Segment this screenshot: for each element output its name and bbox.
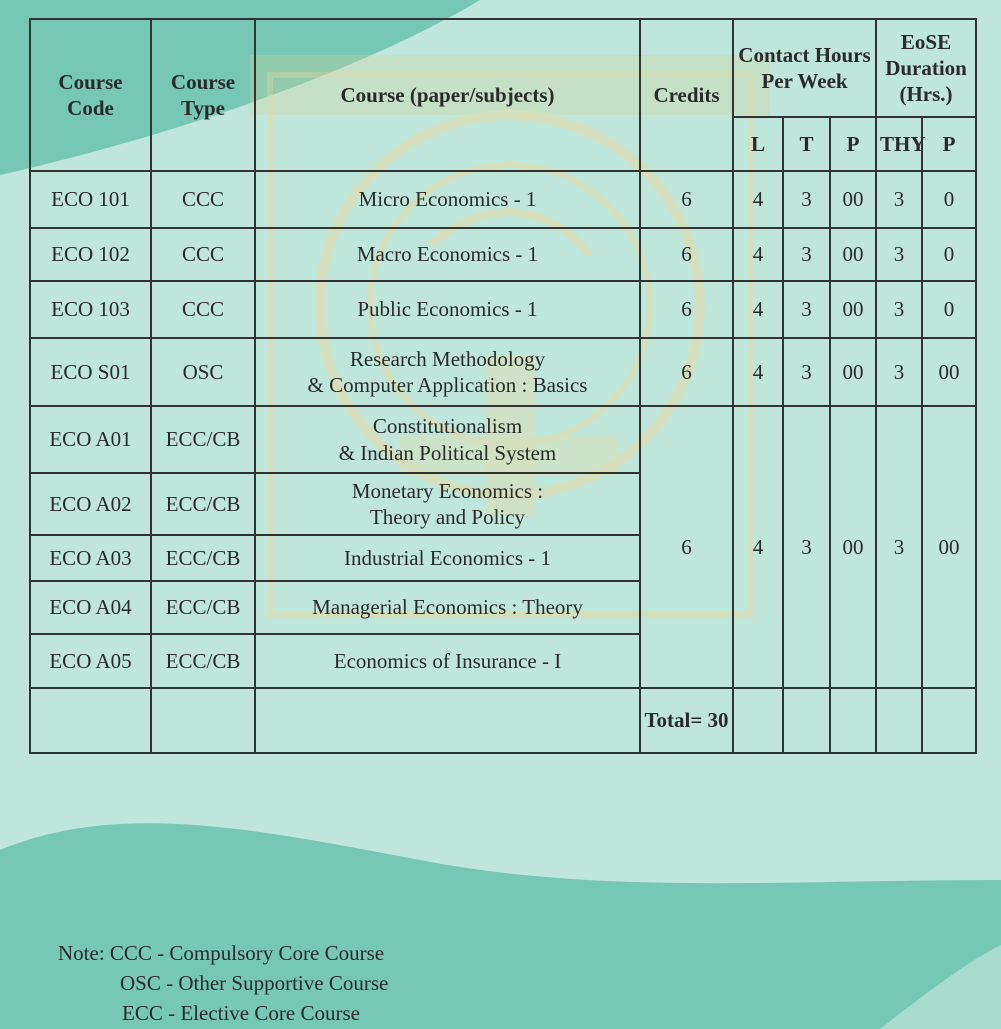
header-course-code: Course Code: [30, 19, 151, 171]
total-empty-name: [255, 688, 640, 753]
cell-credits: 6: [640, 228, 733, 281]
cell-type: ECC/CB: [151, 406, 255, 473]
cell-type: OSC: [151, 338, 255, 406]
header-contact-hours: Contact Hours Per Week: [733, 19, 876, 117]
elective-thy: 3: [876, 406, 922, 688]
total-empty: [783, 688, 830, 753]
total-empty: [830, 688, 876, 753]
cell-code: ECO 103: [30, 281, 151, 338]
header-t: T: [783, 117, 830, 171]
cell-t: 3: [783, 338, 830, 406]
cell-thy: 3: [876, 281, 922, 338]
course-table: [29, 18, 977, 754]
header-eose-duration: EoSE Duration (Hrs.): [876, 19, 976, 117]
cell-code: ECO A04: [30, 581, 151, 634]
cell-code: ECO A03: [30, 535, 151, 581]
total-empty-type: [151, 688, 255, 753]
cell-name: [255, 473, 640, 535]
elective-p2: 00: [922, 406, 976, 688]
cell-credits: 6: [640, 338, 733, 406]
cell-name: Public Economics - 1: [255, 281, 640, 338]
cell-p: 00: [830, 338, 876, 406]
header-p2: P: [922, 117, 976, 171]
cell-p2: 0: [922, 228, 976, 281]
cell-p: 00: [830, 171, 876, 228]
cell-name: [255, 338, 640, 406]
cell-type: ECC/CB: [151, 634, 255, 688]
header-credits: Credits: [640, 19, 733, 171]
cell-name-line1: Research Methodology: [349, 346, 546, 371]
cell-type: CCC: [151, 281, 255, 338]
cell-type: ECC/CB: [151, 581, 255, 634]
cell-name: Micro Economics - 1: [255, 171, 640, 228]
header-course-type: Course Type: [151, 19, 255, 171]
note-ccc: Note: CCC - Compulsory Core Course: [58, 941, 385, 965]
cell-code: ECO A01: [30, 406, 151, 473]
header-l: L: [733, 117, 783, 171]
cell-name: Managerial Economics : Theory: [255, 581, 640, 634]
cell-t: 3: [783, 228, 830, 281]
cell-code: ECO 102: [30, 228, 151, 281]
elective-t: 3: [783, 406, 830, 688]
notes: [58, 938, 388, 1028]
header-course-name: Course (paper/subjects): [255, 19, 640, 171]
cell-thy: 3: [876, 228, 922, 281]
cell-l: 4: [733, 171, 783, 228]
note-ecc: ECC - Elective Core Course: [122, 1001, 360, 1025]
elective-credits: 6: [640, 406, 733, 688]
cell-thy: 3: [876, 338, 922, 406]
note-osc: OSC - Other Supportive Course: [120, 971, 389, 995]
total-empty: [922, 688, 976, 753]
cell-l: 4: [733, 338, 783, 406]
cell-p: 00: [830, 228, 876, 281]
cell-type: ECC/CB: [151, 473, 255, 535]
cell-name: Industrial Economics - 1: [255, 535, 640, 581]
total-empty-code: [30, 688, 151, 753]
table-row: [30, 228, 976, 281]
cell-name-line1: Monetary Economics :: [351, 478, 544, 503]
elective-p: 00: [830, 406, 876, 688]
cell-name: Economics of Insurance - I: [255, 634, 640, 688]
cell-name-line2: Theory and Policy: [369, 505, 526, 529]
cell-l: 4: [733, 228, 783, 281]
cell-l: 4: [733, 281, 783, 338]
cell-type: CCC: [151, 228, 255, 281]
cell-name: [255, 406, 640, 473]
cell-code: ECO S01: [30, 338, 151, 406]
cell-thy: 3: [876, 171, 922, 228]
total-empty: [876, 688, 922, 753]
cell-name-line1: Constitutionalism: [372, 414, 523, 439]
cell-name-line2: & Indian Political System: [338, 440, 557, 465]
table-row: [30, 406, 976, 473]
total-credits: Total= 30: [640, 688, 733, 753]
cell-type: ECC/CB: [151, 535, 255, 581]
cell-credits: 6: [640, 281, 733, 338]
elective-l: 4: [733, 406, 783, 688]
cell-p2: 00: [922, 338, 976, 406]
cell-p2: 0: [922, 171, 976, 228]
cell-type: CCC: [151, 171, 255, 228]
table-row: [30, 171, 976, 228]
cell-credits: 6: [640, 171, 733, 228]
cell-code: ECO A05: [30, 634, 151, 688]
cell-p2: 0: [922, 281, 976, 338]
total-row: [30, 688, 976, 753]
table-row: [30, 338, 976, 406]
cell-code: ECO A02: [30, 473, 151, 535]
cell-t: 3: [783, 171, 830, 228]
cell-code: ECO 101: [30, 171, 151, 228]
cell-name: Macro Economics - 1: [255, 228, 640, 281]
header-p: P: [830, 117, 876, 171]
cell-t: 3: [783, 281, 830, 338]
table-row: [30, 281, 976, 338]
header-thy: THY: [876, 117, 922, 171]
total-empty: [733, 688, 783, 753]
cell-name-line2: & Computer Application : Basics: [307, 373, 588, 397]
cell-p: 00: [830, 281, 876, 338]
